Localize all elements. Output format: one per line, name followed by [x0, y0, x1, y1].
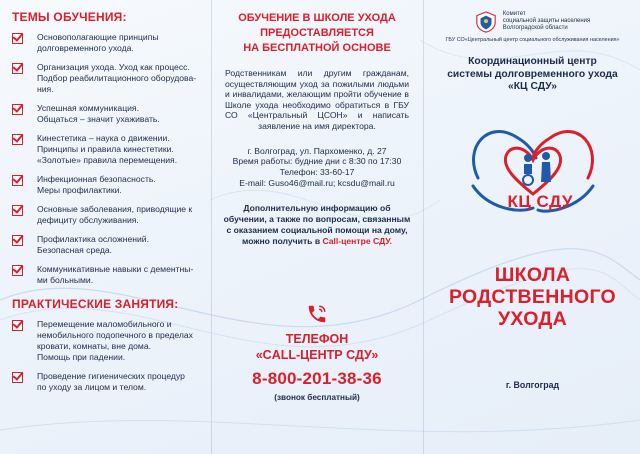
- checkbox-icon: [12, 372, 23, 383]
- phone-number[interactable]: 8-800-201-38-36: [252, 368, 382, 388]
- fold-line: [423, 0, 424, 454]
- topic-item: [12, 264, 202, 286]
- checkbox-icon: [12, 205, 23, 216]
- emblem-icon: [475, 11, 497, 33]
- right-panel: [425, 0, 640, 454]
- topic-text: Основополагающие принципы долговременного ухода.: [37, 32, 159, 53]
- center-title: Координационный центр системы долговременного ухода «КЦ СДУ»: [447, 56, 618, 92]
- phone-title: ТЕЛЕФОН «CALL-ЦЕНТР СДУ»: [255, 331, 379, 362]
- topic-text: Основные заболевания, приводящие к дефициту обслуживания.: [37, 204, 193, 225]
- checkbox-icon: [12, 134, 23, 145]
- training-description: Родственникам или другим гражданам, осуществляющим уход за пожилыми людьми и инвалидами, желающим пройти обучение в Школе ухода необходимо обратиться в ГБУ СО «Центральный ЦСОН» и написать заявление на имя директора.: [225, 68, 409, 131]
- organization-name: Комитет социальной защиты населения Волгоградской области: [502, 11, 591, 31]
- topic-item: [12, 32, 202, 54]
- logo-text: КЦ СДУ: [507, 191, 573, 211]
- topic-item: [12, 62, 202, 95]
- phone-note: (звонок бесплатный): [274, 392, 360, 402]
- topic-text: Кинестетика – наука о движении. Принципы и правила кинестетики. «Золотые» правила перемещения.: [37, 133, 178, 165]
- topic-text: Коммуникативные навыки с дементны- ми больными.: [37, 264, 194, 285]
- checkbox-icon: [12, 175, 23, 186]
- checkbox-icon: [12, 63, 23, 74]
- practice-item: [12, 371, 202, 393]
- additional-info-text: Дополнительную информацию об обучении, а также по вопросам, связанным с оказанием социальной помощи на дому, можно получить в: [223, 202, 411, 246]
- checkbox-icon: [12, 265, 23, 276]
- organization-subtitle: ГБУ СО«Центральный центр социального обслуживания населения»: [445, 37, 620, 43]
- practice-text: Проведение гигиенических процедур по уходу за лицом и телом.: [37, 371, 185, 392]
- topic-text: Организация ухода. Уход как процесс. Подбор реабилитационного оборудова- ния.: [37, 62, 197, 94]
- topic-text: Профилактика осложнений. Безопасная среда.: [37, 234, 149, 255]
- checkbox-icon: [12, 104, 23, 115]
- city-label: г. Волгоград: [505, 379, 560, 390]
- checkbox-icon: [12, 320, 23, 331]
- kc-sdu-logo: [458, 108, 608, 228]
- checkbox-icon: [12, 235, 23, 246]
- phone-icon: [306, 303, 328, 325]
- topic-item: [12, 174, 202, 196]
- topics-title: ТЕМЫ ОБУЧЕНИЯ:: [12, 10, 127, 24]
- topic-text: Инфекционная безопасность. Меры профилактики.: [37, 174, 156, 195]
- fold-line: [211, 0, 212, 454]
- practice-text: Перемещение маломобильного и немобильного подопечного в пределах кровати, комнаты, вне дома. Помощь при падении.: [37, 319, 193, 362]
- left-panel: [0, 0, 210, 454]
- additional-info: [221, 203, 413, 247]
- practice-item: [12, 319, 202, 363]
- topic-item: [12, 133, 202, 166]
- checkbox-icon: [12, 33, 23, 44]
- call-center-link-text: Call-центре СДУ.: [322, 235, 392, 246]
- practice-title: ПРАКТИЧЕСКИЕ ЗАНЯТИЯ:: [12, 297, 179, 311]
- topic-item: [12, 204, 202, 226]
- middle-panel: [213, 0, 421, 454]
- topic-item: [12, 234, 202, 256]
- topic-item: [12, 103, 202, 125]
- topic-text: Успешная коммуникация. Общаться – значит ухаживать.: [37, 103, 160, 124]
- organization-header: [431, 11, 634, 33]
- free-training-title: ОБУЧЕНИЕ В ШКОЛЕ УХОДА ПРЕДОСТАВЛЯЕТСЯ НА БЕСПЛАТНОЙ ОСНОВЕ: [238, 12, 396, 54]
- school-title: ШКОЛА РОДСТВЕННОГО УХОДА: [448, 263, 617, 330]
- contact-info: г. Волгоград, ул. Пархоменко, д. 27 Время работы: будние дни с 8:30 по 17:30 Телефон: 33-60-17 E-mail: Guso46@mail.ru; kcsdu@mail.ru: [232, 145, 402, 188]
